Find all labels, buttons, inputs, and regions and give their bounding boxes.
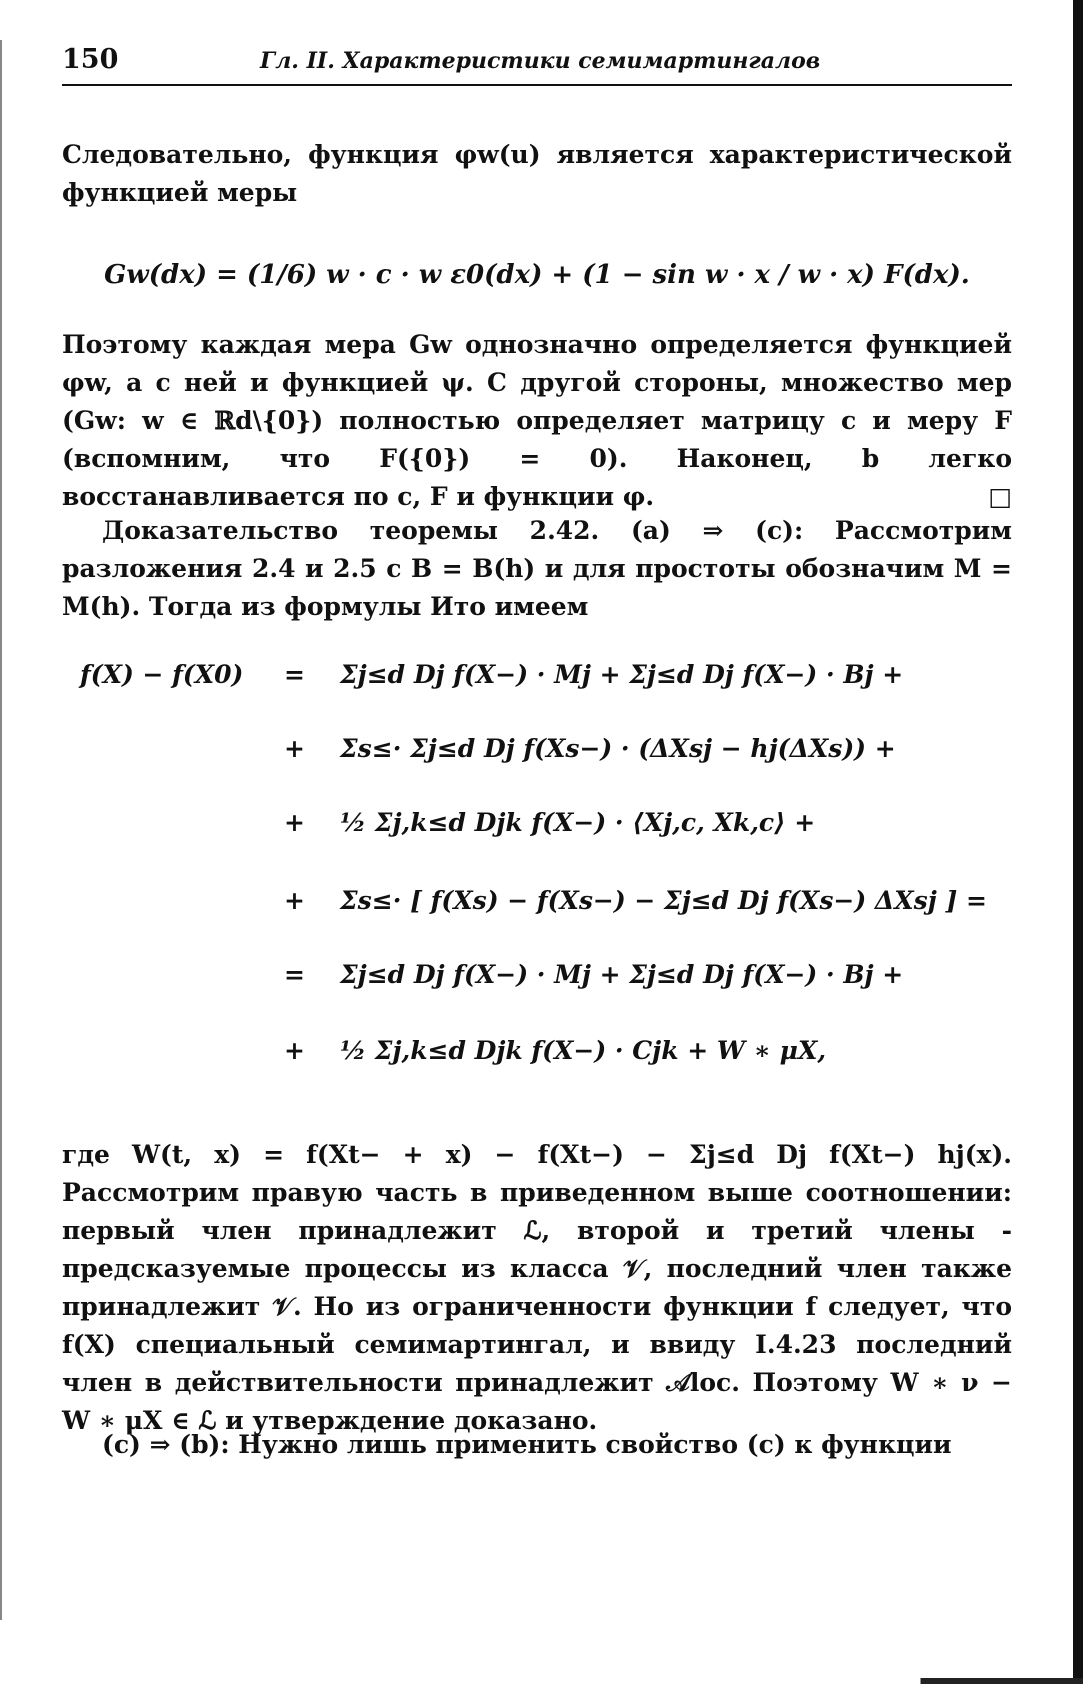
equation-relation: = [284, 960, 305, 989]
paragraph-2-text [62, 326, 1012, 516]
paragraph-4 [62, 1136, 1012, 1440]
equation-relation: + [284, 886, 305, 915]
chapter-title: Гл. II. Характеристики семимартингалов [260, 48, 821, 74]
scan-edge-left [0, 40, 2, 1620]
equation-line-5 [62, 960, 1012, 1016]
equation-line-4 [62, 886, 1012, 942]
paragraph-1 [62, 136, 1012, 212]
book-page [62, 0, 1012, 1684]
paragraph-2 [62, 326, 1012, 516]
equation-relation: + [284, 808, 305, 837]
equation-rhs: Σj≤d Dj f(X−) · Mj + Σj≤d Dj f(X−) · Bj + [340, 960, 904, 989]
paragraph-4-text: где W(t, x) = f(Xt− + x) − f(Xt−) − Σj≤d Dj f(Xt−) hj(x). Рассмотрим правую часть в приведенном выше соотношении: первый член принадлежит ℒ, второй и третий члены - предсказуемые процессы из класса 𝒱, последний член также принадлежит 𝒱. Но из ограниченности функции f следует, что f(X) специальный семимартингал, и ввиду I.4.23 последний член в действительности принадлежит 𝒜loc. Поэтому W ∗ ν − W ∗ μX ∈ ℒ и утверждение доказано. [62, 1140, 1012, 1435]
paragraph-5 [62, 1426, 1012, 1464]
equation-relation: + [284, 734, 305, 763]
equation-lhs: f(X) − f(X0) [80, 660, 244, 689]
paragraph-2-body: Поэтому каждая мера Gw однозначно определяется функцией φw, а с ней и функцией ψ. С другой стороны, множество мер (Gw: w ∈ ℝd\{0}) полностью определяет матрицу c и меру F (вспомним, что F({0}) = 0). Наконец, b легко восстанавливается по c, F и функции φ. [62, 330, 1012, 511]
equation-rhs: ½ Σj,k≤d Djk f(X−) · ⟨Xj,c, Xk,c⟩ + [340, 808, 816, 837]
equation-rhs: Σs≤· [ f(Xs) − f(Xs−) − Σj≤d Dj f(Xs−) ΔXsj ] = [340, 886, 987, 915]
scan-edge-right [1073, 0, 1083, 1684]
equation-line-2 [62, 734, 1012, 790]
equation-rhs: Σs≤· Σj≤d Dj f(Xs−) · (ΔXsj − hj(ΔXs)) + [340, 734, 896, 763]
paragraph-3-text: Доказательство теоремы 2.42. (a) ⇒ (c): Рассмотрим разложения 2.4 и 2.5 с B = B(h) и для простоты обозначим M = M(h). Тогда из формулы Ито имеем [62, 516, 1012, 621]
equation-rhs: Σj≤d Dj f(X−) · Mj + Σj≤d Dj f(X−) · Bj + [340, 660, 904, 689]
paragraph-3 [62, 512, 1012, 626]
equation-relation: + [284, 1036, 305, 1065]
formula-G-w: Gw(dx) = (1/6) w · c · w ε0(dx) + (1 − sin w · x / w · x) F(dx). [104, 260, 970, 290]
page-number: 150 [62, 44, 119, 75]
qed-square-icon: □ [988, 482, 1012, 511]
equation-relation: = [284, 660, 305, 689]
equation-line-6 [62, 1036, 1012, 1092]
paragraph-1-text: Следовательно, функция φw(u) является характеристической функцией меры [62, 140, 1012, 207]
equation-rhs: ½ Σj,k≤d Djk f(X−) · Cjk + W ∗ μX, [340, 1036, 827, 1065]
equation-line-1 [62, 660, 1012, 716]
equation-line-3 [62, 808, 1012, 864]
paragraph-5-text: (c) ⇒ (b): Нужно лишь применить свойство (c) к функции [102, 1430, 952, 1459]
running-head [62, 44, 1012, 86]
